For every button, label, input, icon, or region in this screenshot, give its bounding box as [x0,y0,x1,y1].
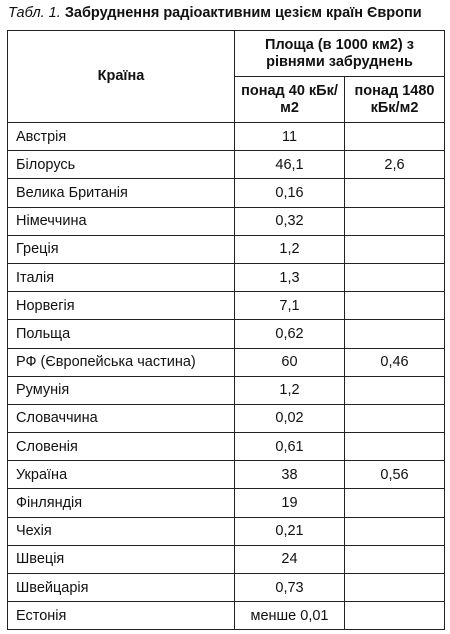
table-row [8,123,445,151]
value-40-cell: 1,3 [235,263,345,291]
contamination-table [7,30,445,630]
value-40-cell: 1,2 [235,235,345,263]
value-1480-cell: 2,6 [345,151,445,179]
country-cell: Польща [8,320,235,348]
table-row [8,574,445,602]
table-row [8,179,445,207]
value-40-cell: 7,1 [235,292,345,320]
country-cell: Швейцарія [8,574,235,602]
header-over-40: понад 40 кБк/м2 [235,77,345,123]
value-1480-cell [345,574,445,602]
country-cell: Італія [8,263,235,291]
value-40-cell: 0,02 [235,404,345,432]
header-over-1480: понад 1480 кБк/м2 [345,77,445,123]
country-cell: Словаччина [8,404,235,432]
value-1480-cell [345,404,445,432]
caption-label: Табл. 1. [8,5,61,21]
value-40-cell: 60 [235,348,345,376]
table-row [8,376,445,404]
value-1480-cell [345,292,445,320]
table-row [8,151,445,179]
country-cell: Велика Британія [8,179,235,207]
caption-title: Забруднення радіоактивним цезієм країн Європи [64,5,422,21]
value-40-cell: 46,1 [235,151,345,179]
table-row [8,517,445,545]
value-1480-cell: 0,46 [345,348,445,376]
country-cell: Австрія [8,123,235,151]
table-row [8,461,445,489]
value-1480-cell [345,123,445,151]
header-area: Площа (в 1000 км2) з рівнями забруднень [235,31,445,77]
table-row [8,263,445,291]
value-40-cell: 0,62 [235,320,345,348]
value-1480-cell [345,207,445,235]
value-40-cell: менше 0,01 [235,602,345,630]
value-1480-cell [345,263,445,291]
country-cell: Румунія [8,376,235,404]
country-cell: Україна [8,461,235,489]
country-cell: Естонія [8,602,235,630]
table-row [8,545,445,573]
value-40-cell: 1,2 [235,376,345,404]
table-row [8,602,445,630]
country-cell: Словенія [8,433,235,461]
country-cell: Білорусь [8,151,235,179]
table-row [8,404,445,432]
value-40-cell: 19 [235,489,345,517]
value-40-cell: 0,73 [235,574,345,602]
value-40-cell: 0,16 [235,179,345,207]
value-1480-cell [345,433,445,461]
table-row [8,489,445,517]
value-40-cell: 0,61 [235,433,345,461]
value-1480-cell: 0,56 [345,461,445,489]
table-row [8,235,445,263]
country-cell: РФ (Європейська частина) [8,348,235,376]
value-1480-cell [345,489,445,517]
table-row [8,320,445,348]
value-40-cell: 38 [235,461,345,489]
country-cell: Швеція [8,545,235,573]
value-1480-cell [345,320,445,348]
country-cell: Чехія [8,517,235,545]
value-40-cell: 0,21 [235,517,345,545]
header-country: Країна [8,31,235,123]
value-40-cell: 24 [235,545,345,573]
value-1480-cell [345,376,445,404]
country-cell: Німеччина [8,207,235,235]
value-1480-cell [345,545,445,573]
value-1480-cell [345,235,445,263]
table-caption [8,3,422,23]
table-row [8,433,445,461]
value-1480-cell [345,517,445,545]
table-row [8,348,445,376]
country-cell: Норвегія [8,292,235,320]
country-cell: Греція [8,235,235,263]
country-cell: Фінляндія [8,489,235,517]
table-row [8,292,445,320]
value-40-cell: 11 [235,123,345,151]
value-1480-cell [345,602,445,630]
value-1480-cell [345,179,445,207]
table-row [8,207,445,235]
value-40-cell: 0,32 [235,207,345,235]
